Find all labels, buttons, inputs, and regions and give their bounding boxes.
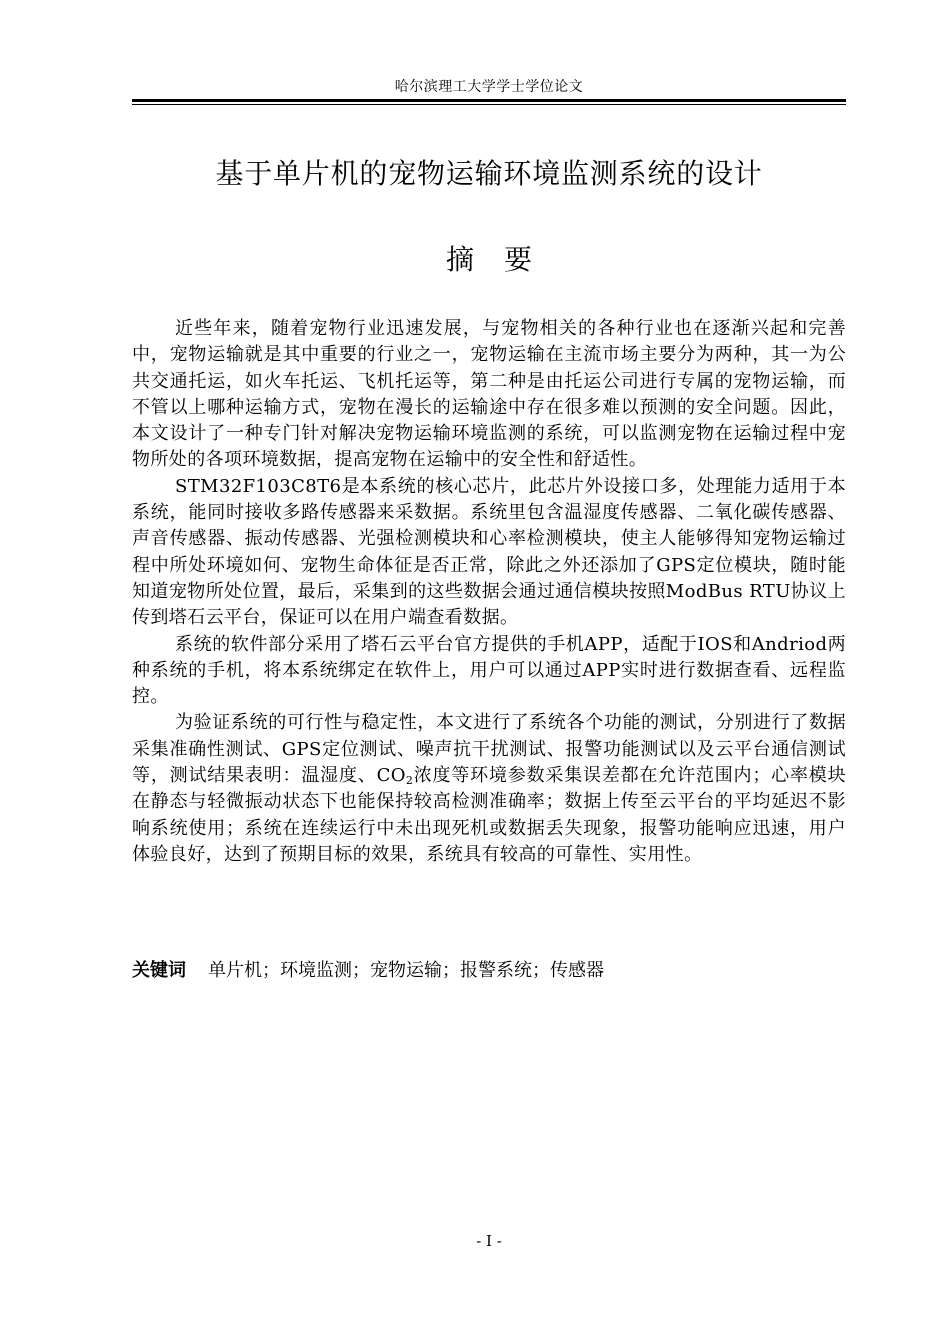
abstract-paragraph-4 [132, 710, 846, 868]
abstract-paragraph-1: 近些年来，随着宠物行业迅速发展，与宠物相关的各种行业也在逐渐兴起和完善中，宠物运输就是其中重要的行业之一，宠物运输在主流市场主要分为两种，其一为公共交通托运，如火车托运、飞机托运等，第二种是由托运公司进行专属的宠物运输，而不管以上哪种运输方式，宠物在漫长的运输途中存在很多难以预测的安全问题。因此，本文设计了一种专门针对解决宠物运输环境监测的系统，可以监测宠物在运输过程中宠物所处的各项环境数据，提高宠物在运输中的安全性和舒适性。 [132, 318, 846, 471]
abstract-paragraph-2: STM32F103C8T6是本系统的核心芯片，此芯片外设接口多，处理能力适用于本系统，能同时接收多路传感器来采数据。系统里包含温湿度传感器、二氧化碳传感器、声音传感器、振动传感器、光强检测模块和心率检测模块，使主人能够得知宠物运输过程中所处环境如何、宠物生命体征是否正常，除此之外还添加了GPS定位模块，随时能知道宠物所处位置，最后，采集到的这些数据会通过通信模块按照ModBus RTU协议上传到塔石云平台，保证可以在用户端查看数据。 [132, 475, 846, 629]
keywords-line [132, 958, 846, 984]
thesis-title: 基于单片机的宠物运输环境监测系统的设计 [215, 157, 763, 190]
paragraph-4-text-start: 为验证系统的可行性与稳定性，本文进行了系统各个功能的测试，分别进行了数据采集准确性测试、GPS定位测试、噪声抗干扰测试、报警功能测试以及云平台通信测试等，测试结果表明：温湿度、CO [132, 712, 846, 787]
abstract-body [132, 316, 846, 868]
header-rule-thin [132, 104, 846, 105]
page-number: - I - [476, 1232, 502, 1250]
abstract-heading: 摘要 [445, 243, 562, 276]
paragraph-4-text-end: 浓度等环境参数采集误差都在允许范围内；心率模块在静态与轻微振动状态下也能保持较高检测准确率；数据上传至云平台的平均延迟不影响系统使用；系统在连续运行中未出现死机或数据丢失现象，报警功能响应迅速，用户体验良好，达到了预期目标的效果，系统具有较高的可靠性、实用性。 [132, 765, 847, 865]
header-rule-thick [132, 99, 846, 102]
abstract-paragraph-3: 系统的软件部分采用了塔石云平台官方提供的手机APP，适配于IOS和Andriod两种系统的手机，将本系统绑定在软件上，用户可以通过APP实时进行数据查看、远程监控。 [132, 633, 846, 708]
keywords-text: 单片机；环境监测；宠物运输；报警系统；传感器 [208, 960, 604, 981]
running-header: 哈尔滨理工大学学士学位论文 [394, 79, 584, 95]
co2-subscript: 2 [405, 774, 414, 788]
keywords-label: 关键词 [132, 960, 186, 981]
